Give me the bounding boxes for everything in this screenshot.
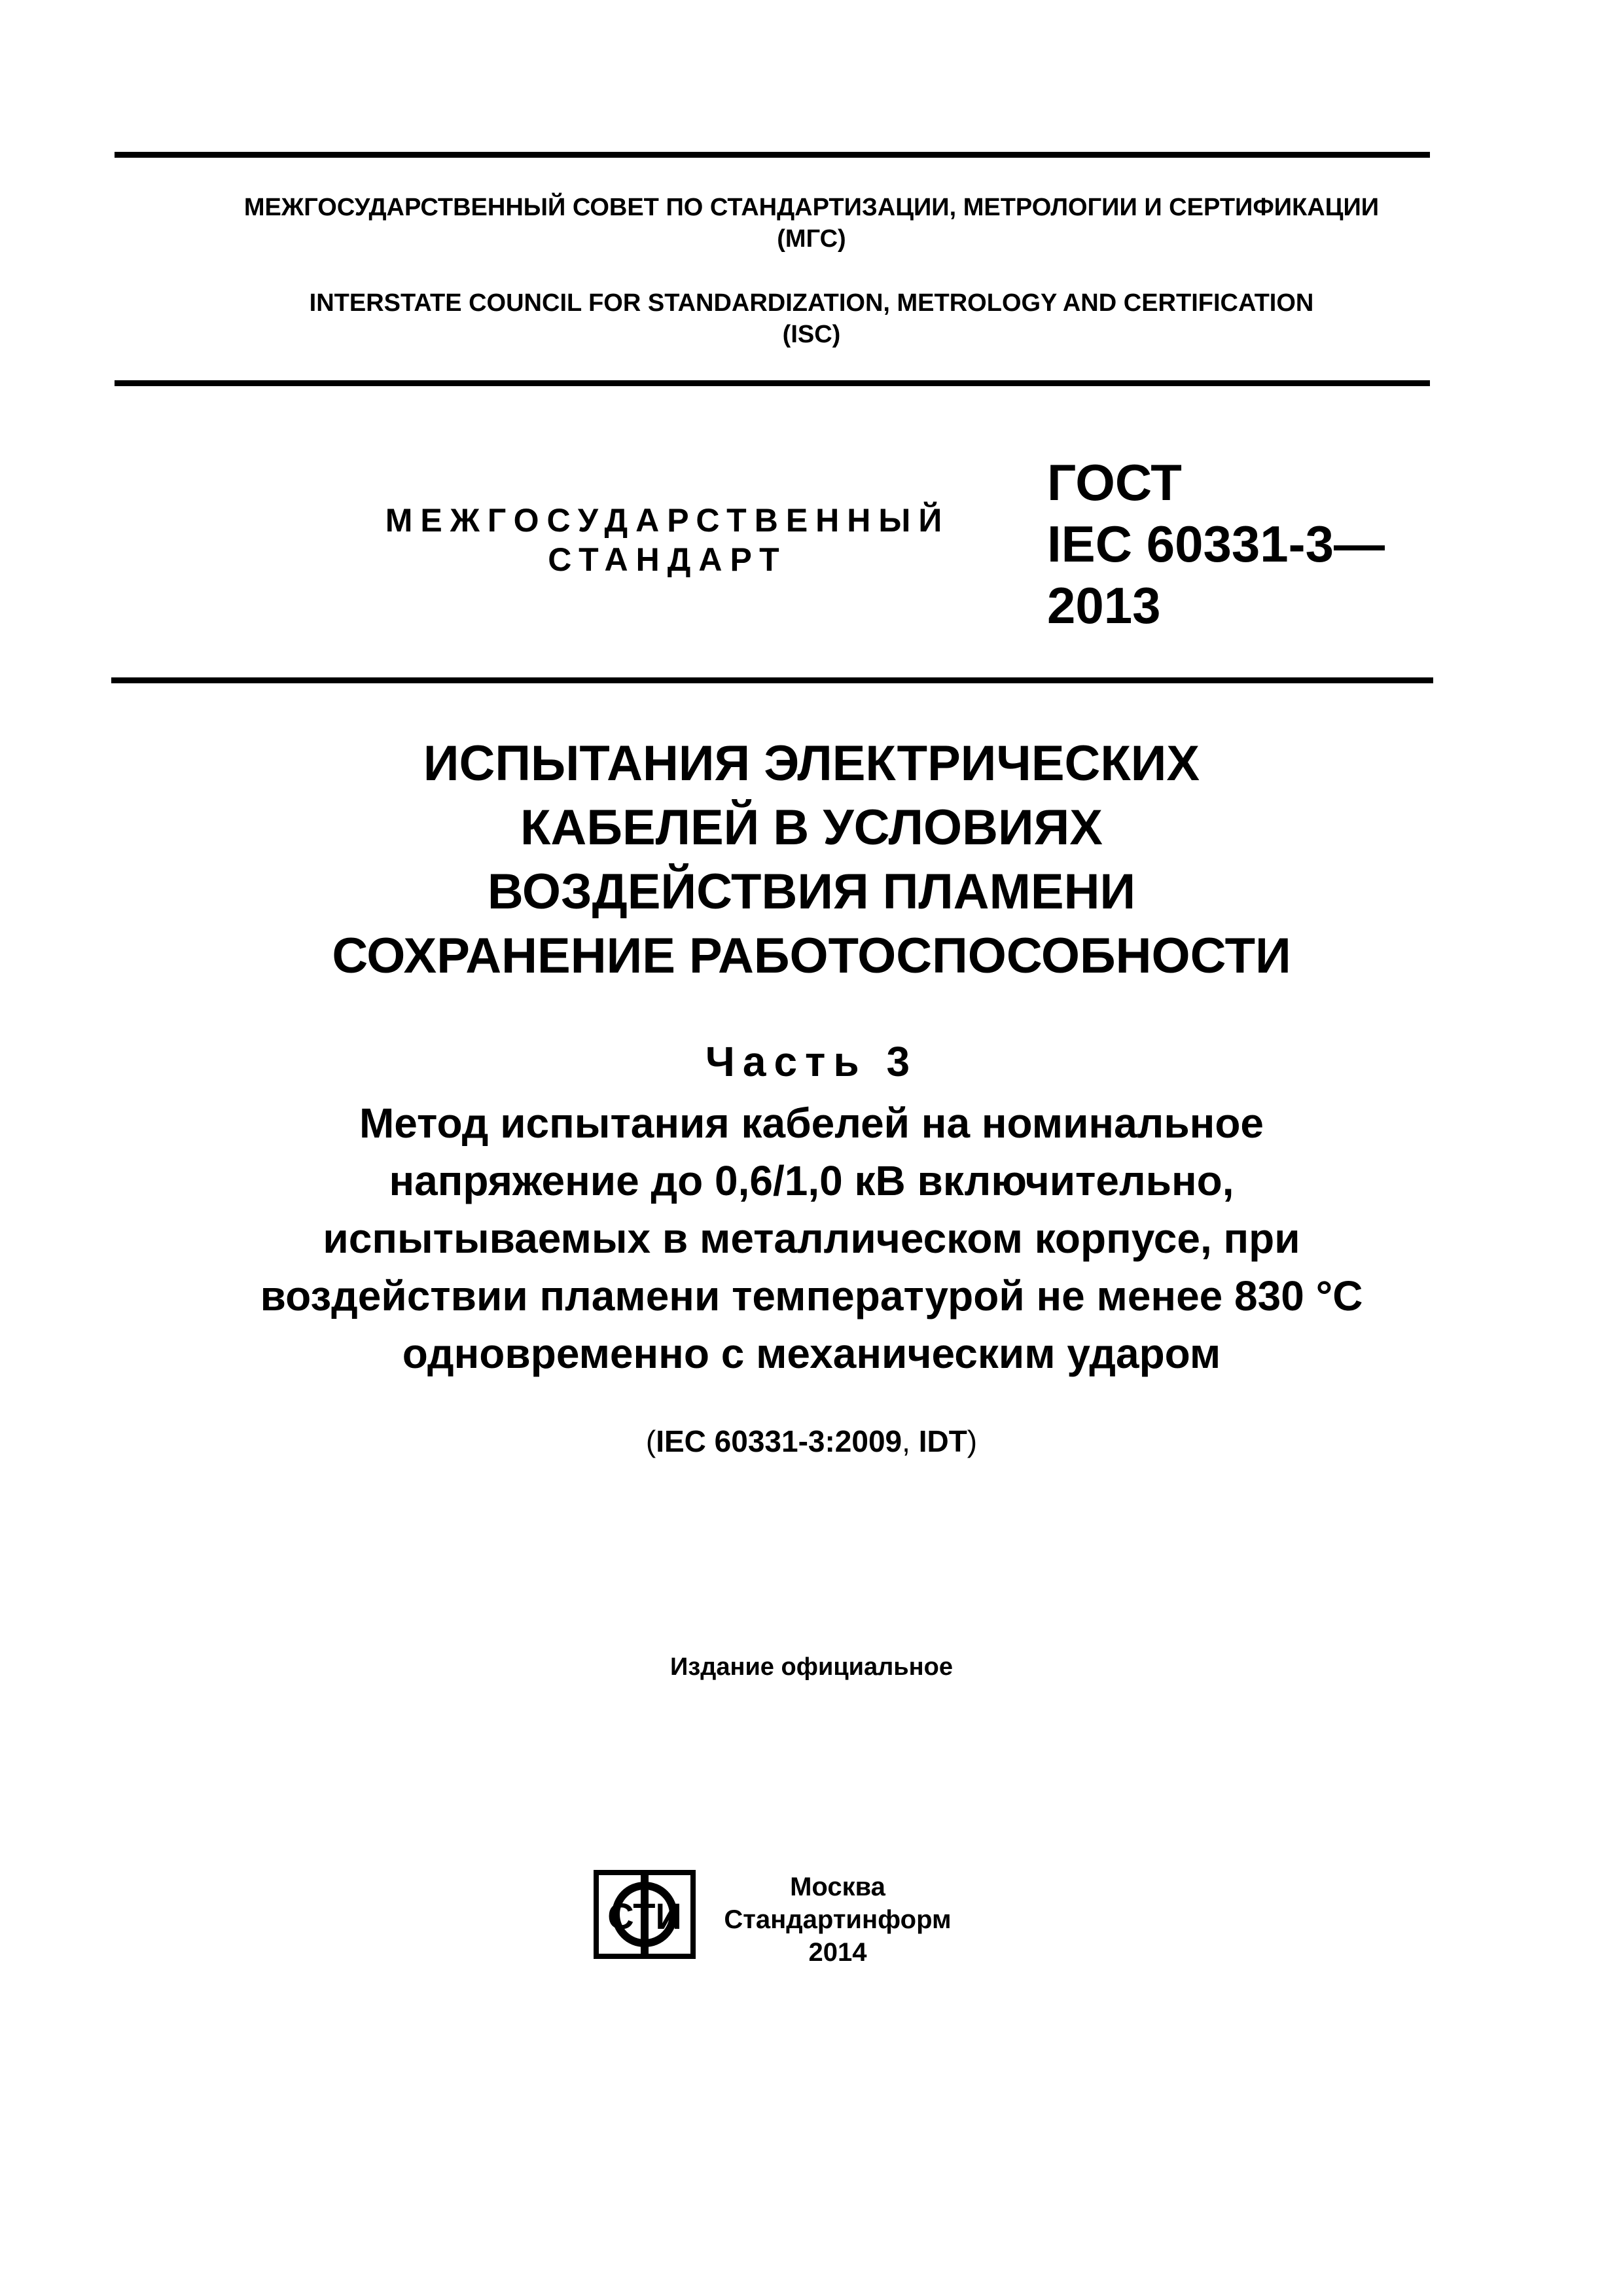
standartinform-logo xyxy=(592,1869,697,1960)
main-title-line-1: ИСПЫТАНИЯ ЭЛЕКТРИЧЕСКИХ xyxy=(423,736,1200,791)
council-abbr-en: (ISC) xyxy=(782,321,841,348)
top-rule xyxy=(115,152,1430,158)
gost-designation-line-3: 2013 xyxy=(1047,577,1161,634)
designation-rule xyxy=(111,677,1433,683)
council-name-ru: МЕЖГОСУДАРСТВЕННЫЙ СОВЕТ ПО СТАНДАРТИЗАЦИИ, МЕТРОЛОГИИ И СЕРТИФИКАЦИИ xyxy=(243,194,1380,221)
publisher-year: 2014 xyxy=(808,1938,867,1967)
main-title-line-4: СОХРАНЕНИЕ РАБОТОСПОСОБНОСТИ xyxy=(332,928,1291,984)
part-label: Часть 3 xyxy=(705,1038,918,1085)
standard-type-line-1: МЕЖГОСУДАРСТВЕННЫЙ xyxy=(385,502,950,539)
reference-equivalence: IDT xyxy=(918,1424,967,1458)
main-title-line-2: КАБЕЛЕЙ В УСЛОВИЯХ xyxy=(520,800,1103,855)
publisher-city: Москва xyxy=(790,1873,885,1901)
gost-designation-line-1: ГОСТ xyxy=(1047,454,1182,511)
header-rule xyxy=(115,380,1430,386)
subtitle-line-2: напряжение до 0,6/1,0 кВ включительно, xyxy=(389,1157,1234,1204)
reference-open: ( xyxy=(645,1424,656,1458)
reference-code: IEC 60331-3:2009 xyxy=(656,1424,902,1458)
standard-type-line-2: СТАНДАРТ xyxy=(548,541,787,578)
subtitle-line-3: испытываемых в металлическом корпусе, при xyxy=(323,1215,1300,1262)
subtitle-line-4: воздействии пламени температурой не менее 830 °С xyxy=(260,1272,1363,1319)
logo-text: СТИ xyxy=(607,1895,682,1937)
edition-label: Издание официальное xyxy=(670,1653,953,1681)
subtitle-line-5: одновременно с механическим ударом xyxy=(402,1330,1221,1377)
subtitle-line-1: Метод испытания кабелей на номинальное xyxy=(359,1100,1264,1147)
iec-reference xyxy=(0,1423,1623,1460)
council-abbr-ru: (МГС) xyxy=(777,225,846,253)
reference-close: ) xyxy=(967,1424,978,1458)
publisher-name: Стандартинформ xyxy=(724,1905,952,1934)
council-name-en: INTERSTATE COUNCIL FOR STANDARDIZATION, METROLOGY AND CERTIFICATION xyxy=(309,289,1314,317)
main-title-line-3: ВОЗДЕЙСТВИЯ ПЛАМЕНИ xyxy=(487,864,1136,920)
reference-separator: , xyxy=(902,1424,919,1458)
gost-designation-line-2: IEC 60331-3— xyxy=(1047,515,1385,573)
